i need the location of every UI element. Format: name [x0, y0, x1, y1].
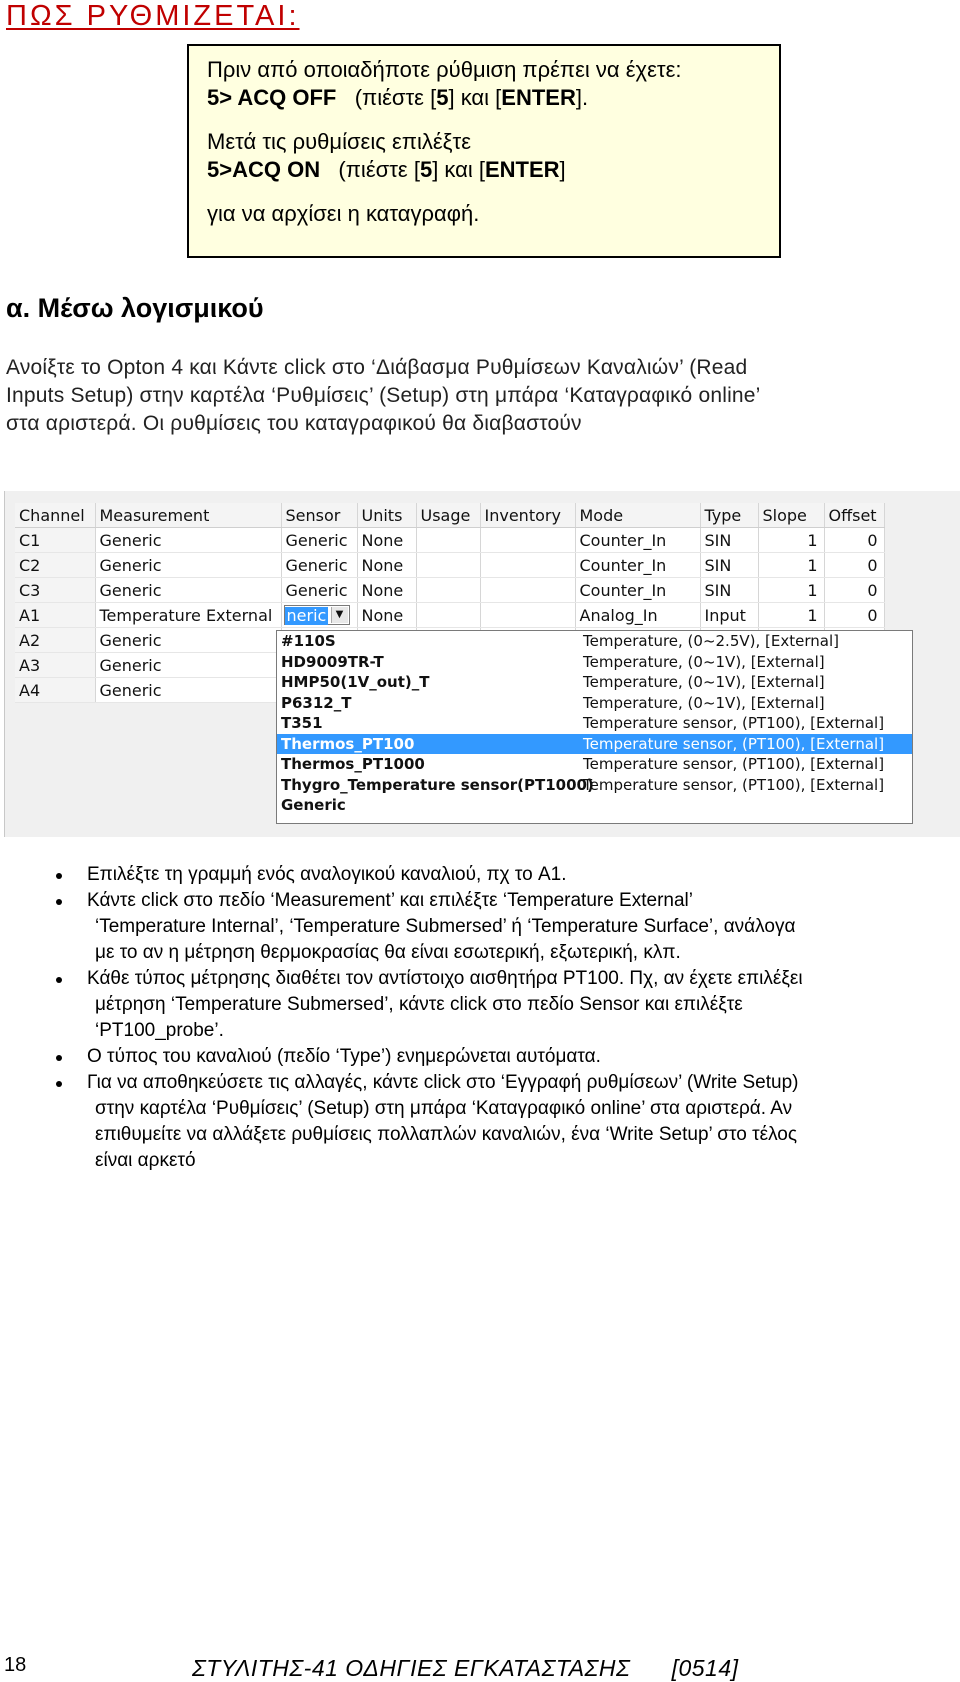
- note-text: ].: [575, 85, 589, 110]
- channel-cell: A3: [15, 653, 95, 678]
- mode-cell[interactable]: Counter_In: [575, 553, 700, 578]
- note-text: (πιέστε [: [336, 85, 437, 110]
- note-line-3: Μετά τις ρυθμίσεις επιλέξτε: [207, 129, 471, 154]
- mode-cell[interactable]: Analog_In: [575, 603, 700, 628]
- option-description: Temperature, (0~1V), [External]: [583, 673, 825, 691]
- units-cell[interactable]: None: [357, 553, 416, 578]
- mode-cell[interactable]: Counter_In: [575, 578, 700, 603]
- bullet-line: Κάθε τύπος μέτρησης διαθέτει τον αντίστοιχο αισθητήρα PT100. Πχ, αν έχετε επιλέξει: [87, 968, 803, 989]
- column-header-channel[interactable]: Channel: [15, 503, 95, 528]
- type-cell: Input: [700, 603, 758, 628]
- option-description: Temperature sensor, (PT100), [External]: [583, 775, 885, 794]
- dropdown-option-selected[interactable]: [277, 734, 912, 755]
- option-description: Temperature sensor, (PT100), [External]: [583, 755, 885, 773]
- channel-cell: C1: [15, 528, 95, 553]
- column-header-measurement[interactable]: Measurement: [95, 503, 281, 528]
- sensor-dropdown-list[interactable]: [276, 630, 913, 824]
- list-item: [52, 1070, 952, 1174]
- note-box: [187, 44, 781, 258]
- option-name: Generic: [281, 796, 346, 814]
- slope-cell[interactable]: 1: [758, 553, 824, 578]
- channel-cell: C3: [15, 578, 95, 603]
- table-row[interactable]: [15, 603, 884, 628]
- inventory-cell[interactable]: [480, 578, 575, 603]
- inventory-cell[interactable]: [480, 603, 575, 628]
- column-header-type[interactable]: Type: [700, 503, 758, 528]
- list-item: [52, 888, 952, 966]
- column-header-inventory[interactable]: Inventory: [480, 503, 575, 528]
- bullet-line: μέτρηση ‘Temperature Submersed’, κάντε click στο πεδίο Sensor και επιλέξτε: [95, 994, 743, 1015]
- bullet-icon: [56, 899, 62, 905]
- column-header-offset[interactable]: Offset: [824, 503, 884, 528]
- note-line-5: για να αρχίσει η καταγραφή.: [207, 201, 480, 226]
- measurement-cell[interactable]: Temperature External: [95, 603, 281, 628]
- sensor-combobox-value[interactable]: neric: [286, 606, 327, 626]
- bullet-line: Επιλέξτε τη γραμμή ενός αναλογικού καναλιού, πχ το A1.: [87, 864, 567, 885]
- sensor-combobox[interactable]: [284, 605, 350, 625]
- channel-cell: A2: [15, 628, 95, 653]
- bullet-line: επιθυμείτε να αλλάξετε ρυθμίσεις πολλαπλών καναλιών, ένα ‘Write Setup’ στο τέλος: [95, 1124, 798, 1145]
- column-header-units[interactable]: Units: [357, 503, 416, 528]
- option-name: Thermos_PT100: [281, 734, 415, 753]
- sensor-cell[interactable]: [281, 603, 357, 628]
- bullet-line: στην καρτέλα ‘Ρυθμίσεις’ (Setup) στη μπάρα ‘Καταγραφικό online’ στα αριστερά. Αν: [95, 1098, 793, 1119]
- dropdown-option[interactable]: [277, 652, 912, 673]
- note-line-1: Πριν από οποιαδήποτε ρύθμιση πρέπει να έχετε:: [207, 57, 682, 82]
- channel-setup-screenshot: [4, 491, 960, 837]
- slope-cell[interactable]: 1: [758, 603, 824, 628]
- dropdown-option[interactable]: [277, 672, 912, 693]
- slope-cell[interactable]: 1: [758, 578, 824, 603]
- bullet-line: ‘Temperature Internal’, ‘Temperature Submersed’ ή ‘Temperature Surface’, ανάλογα: [95, 916, 796, 937]
- key-enter: ENTER: [484, 157, 560, 182]
- acq-on-text: 5>ACQ ON: [207, 157, 321, 182]
- page-number: 18: [4, 1654, 27, 1676]
- dropdown-option[interactable]: [277, 713, 912, 734]
- offset-cell[interactable]: 0: [824, 578, 884, 603]
- bullet-icon: [56, 1081, 62, 1087]
- measurement-cell[interactable]: Generic: [95, 528, 281, 553]
- page-heading: ΠΩΣ ΡΥΘΜΙΖΕΤΑΙ:: [6, 0, 300, 32]
- key-5: 5: [436, 85, 449, 110]
- bullet-icon: [56, 873, 62, 879]
- dropdown-option[interactable]: [277, 775, 912, 796]
- bullet-line: είναι αρκετό: [95, 1150, 196, 1171]
- grid-header-row: [15, 503, 884, 528]
- intro-line: στα αριστερά. Οι ρυθμίσεις του καταγραφικού θα διαβαστούν: [6, 412, 582, 435]
- dropdown-option[interactable]: [277, 693, 912, 714]
- column-header-sensor[interactable]: Sensor: [281, 503, 357, 528]
- units-cell[interactable]: None: [357, 578, 416, 603]
- type-cell: SIN: [700, 553, 758, 578]
- usage-cell[interactable]: [416, 528, 480, 553]
- dropdown-option[interactable]: [277, 795, 912, 816]
- option-name: HMP50(1V_out)_T: [281, 673, 430, 691]
- acq-off-text: 5> ACQ OFF: [207, 85, 337, 110]
- option-name: #110S: [281, 632, 336, 650]
- intro-line: Ανοίξτε το Opton 4 και Κάντε click στο ‘Διάβασμα Ρυθμίσεων Καναλιών’ (Read: [6, 356, 748, 379]
- offset-cell[interactable]: 0: [824, 603, 884, 628]
- measurement-cell[interactable]: Generic: [95, 653, 281, 678]
- measurement-cell[interactable]: Generic: [95, 628, 281, 653]
- measurement-cell[interactable]: Generic: [95, 678, 281, 703]
- key-5: 5: [419, 157, 433, 182]
- column-header-usage[interactable]: Usage: [416, 503, 480, 528]
- chevron-down-icon[interactable]: ▼: [331, 607, 348, 623]
- instruction-list: [52, 862, 952, 1174]
- intro-paragraph: [6, 354, 946, 438]
- key-enter: ENTER: [501, 85, 576, 110]
- sensor-cell[interactable]: Generic: [281, 553, 357, 578]
- option-name: P6312_T: [281, 693, 352, 712]
- channel-cell: C2: [15, 553, 95, 578]
- sensor-cell[interactable]: Generic: [281, 578, 357, 603]
- sensor-cell[interactable]: Generic: [281, 528, 357, 553]
- bullet-line: ‘PT100_probe’.: [95, 1020, 224, 1041]
- bullet-icon: [56, 977, 62, 983]
- table-row[interactable]: [15, 553, 884, 578]
- mode-cell[interactable]: Counter_In: [575, 528, 700, 553]
- option-name: Thygro_Temperature sensor(PT1000): [281, 775, 594, 794]
- offset-cell[interactable]: 0: [824, 553, 884, 578]
- option-name: T351: [281, 714, 323, 732]
- option-description: Temperature sensor, (PT100), [External]: [583, 714, 885, 732]
- option-name: HD9009TR-T: [281, 652, 384, 671]
- dropdown-option[interactable]: [277, 754, 912, 775]
- offset-cell[interactable]: 0: [824, 528, 884, 553]
- option-description: Temperature sensor, (PT100), [External]: [583, 734, 885, 753]
- bullet-icon: [56, 1055, 62, 1061]
- list-item: [52, 966, 952, 1044]
- usage-cell[interactable]: [416, 578, 480, 603]
- usage-cell[interactable]: [416, 553, 480, 578]
- inventory-cell[interactable]: [480, 553, 575, 578]
- inventory-cell[interactable]: [480, 528, 575, 553]
- option-description: Temperature, (0~2.5V), [External]: [583, 632, 839, 650]
- column-header-mode[interactable]: Mode: [575, 503, 700, 528]
- option-description: Temperature, (0~1V), [External]: [583, 693, 825, 712]
- column-header-slope[interactable]: Slope: [758, 503, 824, 528]
- list-item: [52, 1044, 952, 1070]
- list-item: [52, 862, 952, 888]
- note-text: (πιέστε [: [320, 157, 420, 182]
- note-text: ] και [: [448, 85, 502, 110]
- note-line-4: [207, 156, 763, 184]
- measurement-cell[interactable]: Generic: [95, 553, 281, 578]
- note-line-2: [207, 84, 763, 112]
- bullet-line: Κάντε click στο πεδίο ‘Measurement’ και επιλέξτε ‘Temperature External’: [87, 890, 693, 911]
- option-name: Thermos_PT1000: [281, 755, 425, 773]
- note-text: ]: [559, 157, 566, 182]
- channel-cell: A1: [15, 603, 95, 628]
- units-cell[interactable]: None: [357, 528, 416, 553]
- usage-cell[interactable]: [416, 603, 480, 628]
- channel-cell: A4: [15, 678, 95, 703]
- page-footer: ΣΤΥΛΙΤΗΣ-41 ΟΔΗΓΙΕΣ ΕΓΚΑΤΑΣΤΑΣΗΣ [0514]: [192, 1655, 739, 1681]
- bullet-line: Ο τύπος του καναλιού (πεδίο ‘Type’) ενημερώνεται αυτόματα.: [87, 1046, 601, 1067]
- section-subheading: α. Μέσω λογισμικού: [6, 293, 264, 323]
- type-cell: SIN: [700, 528, 758, 553]
- measurement-cell[interactable]: Generic: [95, 578, 281, 603]
- intro-line: Inputs Setup) στην καρτέλα ‘Ρυθμίσεις’ (Setup) στη μπάρα ‘Καταγραφικό online’: [6, 384, 761, 407]
- type-cell: SIN: [700, 578, 758, 603]
- bullet-line: με το αν η μέτρηση θερμοκρασίας θα είναι εσωτερική, εξωτερική, κλπ.: [95, 942, 681, 963]
- dropdown-option[interactable]: [277, 631, 912, 652]
- table-row[interactable]: [15, 528, 884, 553]
- slope-cell[interactable]: 1: [758, 528, 824, 553]
- option-description: Temperature, (0~1V), [External]: [583, 652, 825, 671]
- table-row[interactable]: [15, 578, 884, 603]
- bullet-line: Για να αποθηκεύσετε τις αλλαγές, κάντε click στο ‘Εγγραφή ρυθμίσεων’ (Write Setup): [87, 1072, 799, 1093]
- units-cell[interactable]: None: [357, 603, 416, 628]
- note-text: ] και [: [432, 157, 485, 182]
